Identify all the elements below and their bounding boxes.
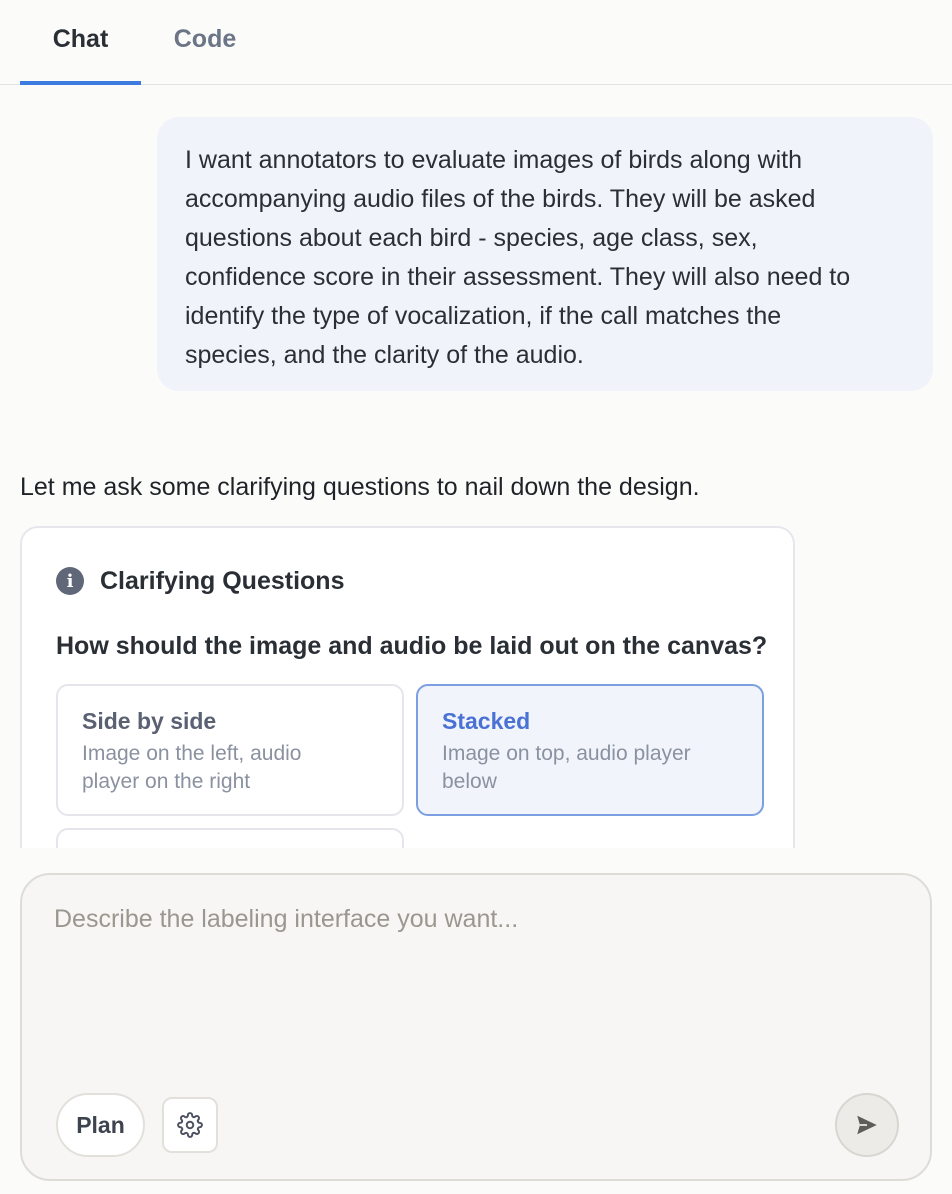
card-header bbox=[56, 566, 344, 596]
send-button[interactable] bbox=[835, 1093, 899, 1157]
option-stacked[interactable] bbox=[416, 684, 764, 816]
option-description bbox=[82, 740, 378, 796]
option-title: Side by side bbox=[82, 708, 217, 734]
option-desc-line: Image on the left, audio bbox=[82, 742, 302, 765]
tab-chat[interactable]: Chat bbox=[52, 25, 109, 53]
user-message-line: questions about each bird - species, age class, sex, bbox=[185, 224, 758, 252]
option-description bbox=[442, 740, 738, 796]
option-desc-line: player on the right bbox=[82, 770, 251, 793]
option-partial[interactable] bbox=[56, 828, 404, 848]
option-title: Stacked bbox=[442, 708, 531, 734]
clarifying-card-viewport bbox=[20, 526, 796, 848]
assistant-message: Let me ask some clarifying questions to nail down the design. bbox=[20, 473, 700, 501]
question-text: How should the image and audio be laid out on the canvas? bbox=[56, 632, 768, 660]
tab-bar bbox=[0, 0, 952, 85]
tab-code[interactable]: Code bbox=[173, 25, 237, 53]
user-message-line: accompanying audio files of the birds. They will be asked bbox=[185, 185, 816, 213]
clarifying-questions-card bbox=[20, 526, 795, 848]
user-message-line: identify the type of vocalization, if the call matches the bbox=[185, 302, 782, 330]
option-desc-line: below bbox=[442, 770, 497, 793]
message-composer bbox=[20, 873, 932, 1181]
settings-button[interactable] bbox=[162, 1097, 218, 1153]
message-input[interactable] bbox=[54, 905, 894, 1055]
gear-icon bbox=[177, 1112, 203, 1138]
option-desc-line: Image on top, audio player bbox=[442, 742, 691, 765]
info-icon: i bbox=[56, 567, 84, 595]
user-message-line: species, and the clarity of the audio. bbox=[185, 341, 584, 369]
card-title: Clarifying Questions bbox=[100, 566, 345, 595]
send-icon bbox=[854, 1112, 880, 1138]
option-side-by-side[interactable] bbox=[56, 684, 404, 816]
user-message-line: I want annotators to evaluate images of birds along with bbox=[185, 146, 803, 174]
user-message-bubble bbox=[157, 117, 933, 391]
plan-button[interactable]: Plan bbox=[56, 1093, 145, 1157]
active-tab-indicator bbox=[20, 81, 141, 85]
user-message-line: confidence score in their assessment. They will also need to bbox=[185, 263, 851, 291]
